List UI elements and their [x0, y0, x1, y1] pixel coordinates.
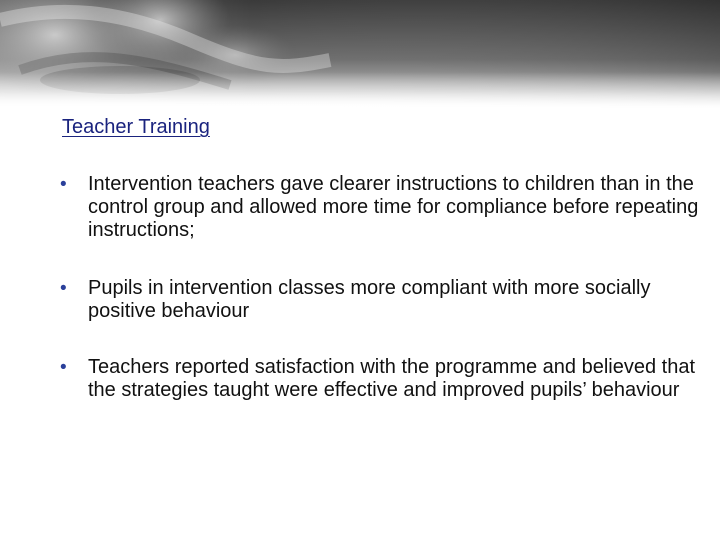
- bullet-text: Pupils in intervention classes more compliant with more socially positive behaviour: [88, 277, 651, 322]
- header-background-image: [0, 0, 720, 108]
- header-photo-band: [0, 0, 720, 108]
- slide-title: Teacher Training: [62, 116, 210, 138]
- bullet-icon: •: [60, 174, 67, 195]
- bullet-text: Intervention teachers gave clearer instructions to children than in the control group and allowed more time for compliance before repeating instructions;: [88, 173, 699, 241]
- bullet-icon: •: [60, 357, 67, 378]
- bullet-icon: •: [60, 278, 67, 299]
- bullet-text: Teachers reported satisfaction with the programme and believed that the strategies taught were effective and improved pupils’ behaviour: [88, 356, 696, 401]
